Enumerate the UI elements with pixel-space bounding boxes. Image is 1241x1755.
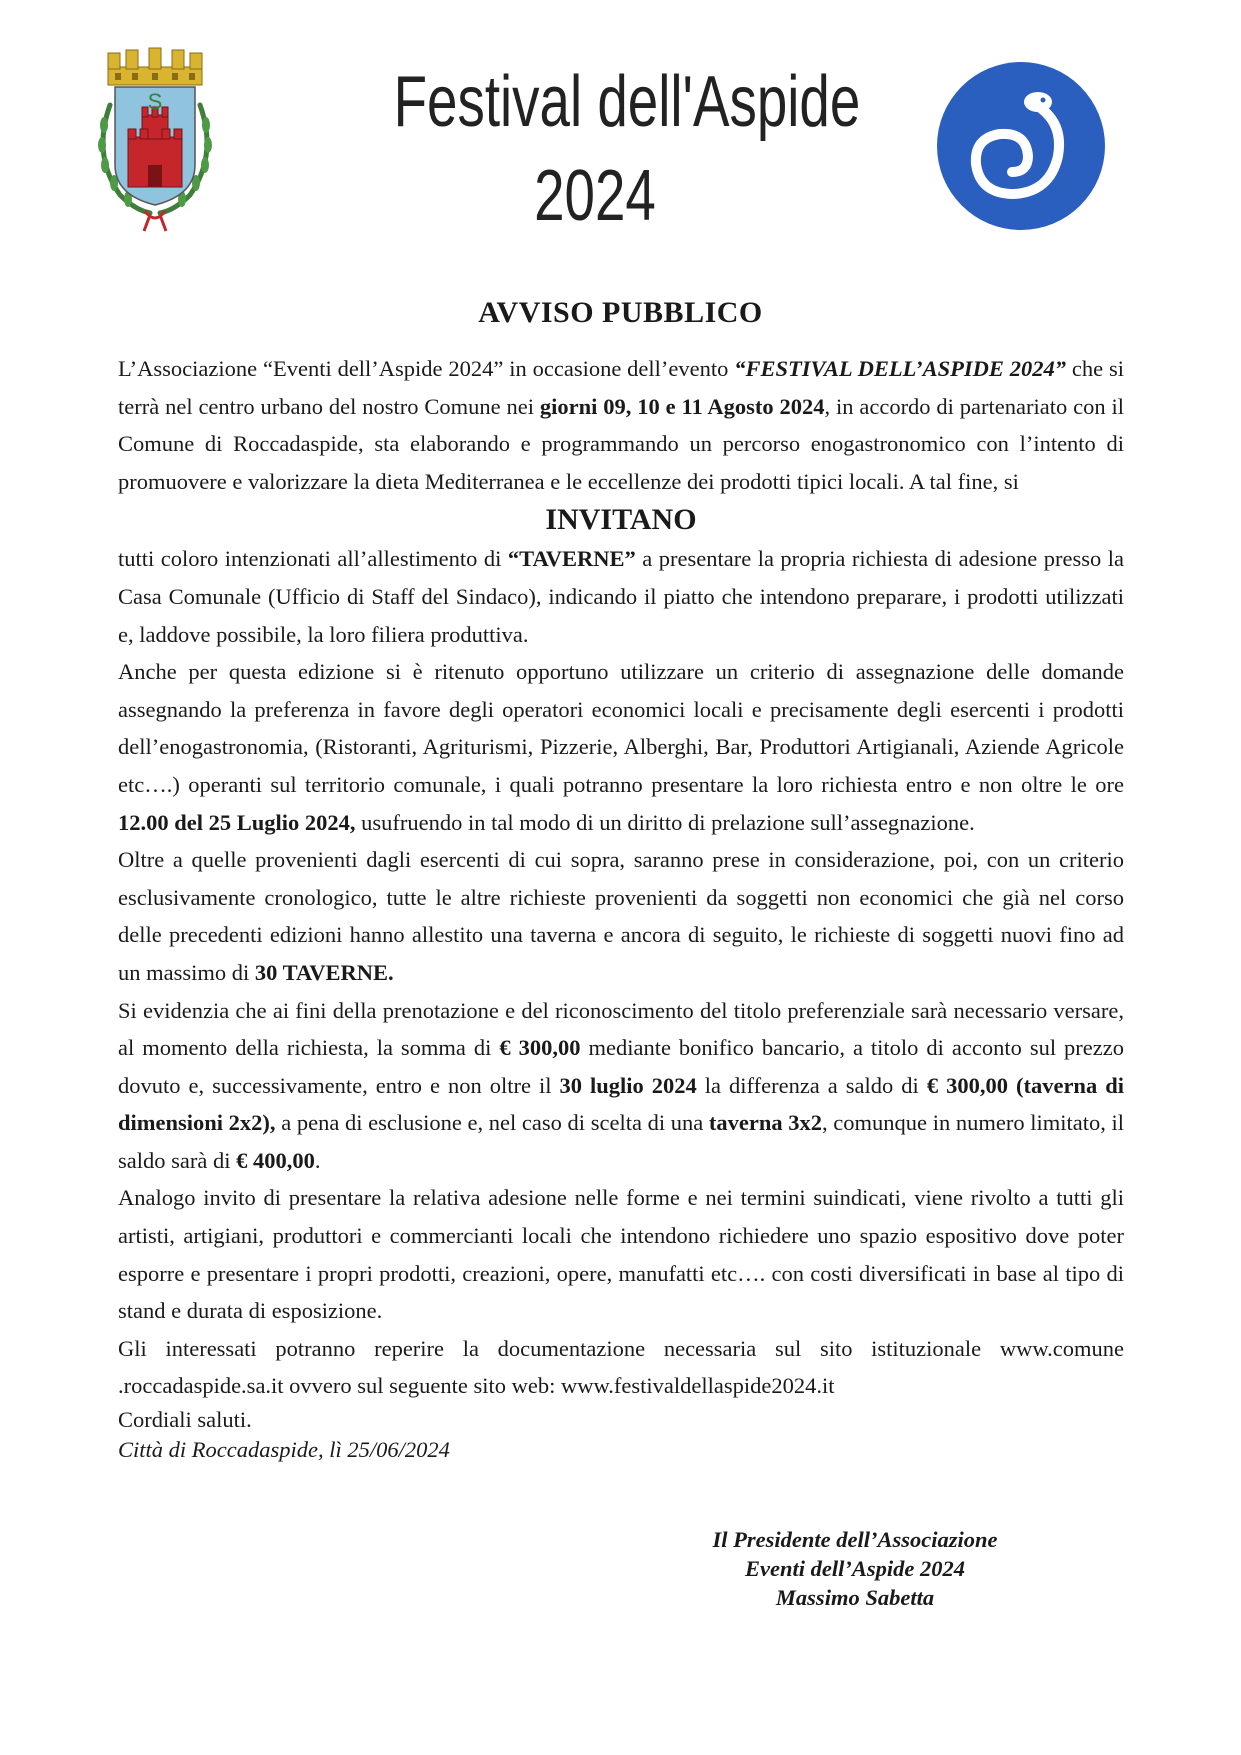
text-span: la differenza a saldo di [696, 1072, 927, 1098]
text-span: L’Associazione “Eventi dell’Aspide 2024” in occasione dell’evento [118, 356, 735, 381]
text-span: , comunque in numero limitato, il saldo sarà di [118, 1110, 1125, 1173]
signature-role: Il Presidente dell’Associazione [712, 1527, 998, 1552]
balance-3x2: € 400,00 [236, 1147, 315, 1173]
taverna-3x2: taverna 3x2 [708, 1110, 823, 1136]
taverne-label: “TAVERNE” [507, 546, 636, 572]
notice-body [118, 350, 1124, 1465]
chronological-paragraph [118, 841, 1124, 991]
taverne-paragraph [118, 540, 1124, 653]
greeting: Cordiali saluti. [118, 1407, 252, 1433]
text-span: Si evidenzia che ai fini della prenotazione e del riconoscimento del titolo preferenziale sarà necessario versare, al momento della richiesta, la somma di [118, 997, 1124, 1061]
signature-association: Eventi dell’Aspide 2024 [745, 1556, 965, 1581]
place-date: Città di Roccadaspide, lì 25/06/2024 [118, 1437, 450, 1463]
text-span: a pena di esclusione e, nel caso di scelta di una [275, 1110, 709, 1136]
festival-title-line1: Festival dell'Aspide [393, 62, 861, 142]
event-dates: giorni 09, 10 e 11 Agosto 2024 [539, 393, 825, 419]
snake-spiral-logo-icon [936, 60, 1106, 232]
deposit-amount: € 300,00 [499, 1035, 581, 1061]
text-span: mediante bonifico bancario, a titolo di acconto sul prezzo dovuto e, successivamente, entro e non oltre il [118, 1035, 1125, 1098]
text-span: , in accordo di partenariato con il Comune di Roccadaspide, sta elaborando e programmando un percorso enogastronomico con l’intento di promuovere e valorizzare la dieta Mediterranea e le eccellenze dei prodotti tipici locali. A tal fine, si [118, 393, 1124, 494]
municipal-crest-icon [90, 45, 220, 235]
text-span: che si terrà nel centro urbano del nostro Comune nei [118, 356, 1124, 419]
text-span: Oltre a quelle provenienti dagli esercenti di cui sopra, saranno prese in considerazione, poi, con un criterio esclusivamente cronologico, tutte le altre richieste provenienti da soggetti non economici che già nel corso delle precedenti edizioni hanno allestito una taverna e ancora di seguito, le richieste di soggetti nuovi fino ad un massimo di [118, 847, 1124, 985]
intro-paragraph [118, 350, 1124, 500]
documentation-paragraph: Gli interessati potranno reperire la documentazione necessaria sul sito istituzionale www.comune .roccadaspide.sa.it ovvero sul seguente sito web: www.festivaldellaspide2024.it [118, 1335, 1124, 1399]
notice-heading: AVVISO PUBBLICO [478, 296, 763, 329]
festival-title-year: 2024 [534, 156, 656, 236]
festival-name: “FESTIVAL DELL’ASPIDE 2024” [734, 356, 1067, 381]
text-span: usufruendo in tal modo di un diritto di prelazione sull’assegnazione. [355, 809, 975, 835]
text-span: tutti coloro intenzionati all’allestimento di [118, 546, 508, 572]
crest-letter: S [147, 89, 163, 114]
text-span: . [314, 1147, 321, 1173]
artists-paragraph: Analogo invito di presentare la relativa adesione nelle forme e nei termini suindicati, viene rivolto a tutti gli artisti, artigiani, produttori e commercianti locali che intendono richiedere uno spazio espositivo dove poter esporre e presentare i propri prodotti, creazioni, opere, manufatti etc…. con costi diversificati in base al tipo di stand e durata di esposizione. [118, 1185, 1124, 1324]
balance-2x2: € 300,00 (taverna di dimensioni 2x2), [118, 1072, 1124, 1136]
max-taverne: 30 TAVERNE. [254, 959, 394, 985]
signature-block [645, 1525, 1065, 1612]
text-span: Anche per questa edizione si è ritenuto opportuno utilizzare un criterio di assegnazione delle domande assegnando la preferenza in favore degli operatori economici locali e precisamente degli esercenti i prodotti dell’enogastronomia, (Ristoranti, Agriturismi, Pizzerie, Alberghi, Bar, Produttori Artigianali, Aziende Agricole etc….) operanti sul territorio comunale, i quali potranno presentare la loro richiesta entro e non oltre le ore [118, 659, 1124, 797]
signature-name: Massimo Sabetta [775, 1585, 935, 1610]
criteria-paragraph [118, 653, 1124, 841]
payment-paragraph [118, 992, 1124, 1180]
balance-deadline: 30 luglio 2024 [559, 1072, 697, 1098]
deadline: 12.00 del 25 Luglio 2024, [118, 809, 356, 835]
text-span: a presentare la propria richiesta di adesione presso la Casa Comunale (Ufficio di Staff del Sindaco), indicando il piatto che intendono preparare, i prodotti utilizzati e, laddove possibile, la loro filiera produttiva. [118, 546, 1124, 647]
festival-title [393, 55, 861, 243]
invite-heading: INVITANO [545, 503, 697, 537]
